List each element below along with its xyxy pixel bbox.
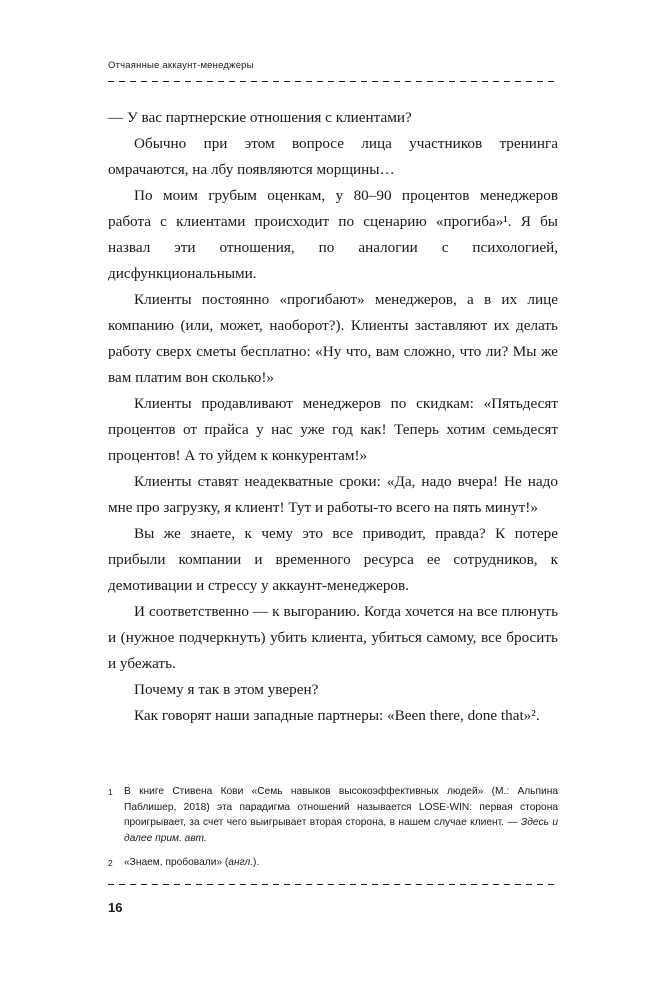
- paragraph-dialogue: — У вас партнерские отношения с клиентами?: [108, 109, 412, 126]
- body-text: [108, 105, 558, 729]
- paragraph: Клиенты продавливают менеджеров по скидкам: «Пятьдесят процентов от прайса у нас уже год как! Теперь хотим семьдесят процентов! А то уйдем к конкурентам!»: [108, 395, 558, 464]
- footer-divider: [108, 884, 558, 885]
- running-head: Отчаянные аккаунт-менеджеры: [108, 60, 254, 71]
- footnote-text-main: В книге Стивена Кови «Семь навыков высокоэффективных людей» (М.: Альпина Паблишер, 2018) эта парадигма отношений называется LOSE-WIN: первая сторона проигрывает, за счет чего выигрывает вторая сторона, в нашем случае клиент. —: [124, 786, 558, 828]
- paragraph: По моим грубым оценкам, у 80–90 процентов менеджеров работа с клиентами происходит по сценарию «прогиба»¹. Я бы назвал эти отношения, по аналогии с психологией, дисфункциональными.: [108, 187, 558, 282]
- footnote-text: [124, 784, 558, 846]
- paragraph: Клиенты ставят неадекватные сроки: «Да, надо вчера! Не надо мне про загрузку, я клиент! Тут и работы-то всего на пять минут!»: [108, 473, 558, 516]
- footnote-marker: 1: [108, 787, 113, 797]
- footnote-text-main: «Знаем, пробовали» (: [124, 857, 229, 868]
- footnote-marker: 2: [108, 858, 113, 868]
- footnotes: [108, 784, 558, 881]
- footnote-item: [108, 855, 558, 872]
- footnote-text-tail: ).: [253, 857, 260, 868]
- page-number: 16: [108, 900, 123, 915]
- paragraph: Почему я так в этом уверен?: [134, 681, 319, 698]
- paragraph: Как говорят наши западные партнеры: «Been there, done that»².: [134, 707, 540, 724]
- header-divider: [108, 81, 558, 82]
- footer-divider-line: [108, 884, 558, 885]
- page-content: [108, 60, 558, 729]
- footnote-text: [124, 855, 558, 872]
- footnote-item: [108, 784, 558, 846]
- paragraph: Обычно при этом вопросе лица участников тренинга омрачаются, на лбу появляются морщины…: [108, 135, 558, 178]
- footnote-text-italic: Здесь и далее прим. авт.: [124, 817, 558, 844]
- footnote-text-italic: англ.: [228, 857, 254, 868]
- paragraph: Клиенты постоянно «прогибают» менеджеров, а в их лице компанию (или, может, наоборот?). Клиенты заставляют их делать работу сверх сметы бесплатно: «Ну что, вам сложно, что ли? Мы же вам платим вон сколько!»: [108, 291, 558, 386]
- paragraph: Вы же знаете, к чему это все приводит, правда? К потере прибыли компании и временного ресурса ее сотрудников, к демотивации и стрессу у аккаунт-менеджеров.: [108, 525, 558, 594]
- paragraph: И соответственно — к выгоранию. Когда хочется на все плюнуть и (нужное подчеркнуть) убить клиента, убиться самому, все бросить и убежать.: [108, 603, 558, 672]
